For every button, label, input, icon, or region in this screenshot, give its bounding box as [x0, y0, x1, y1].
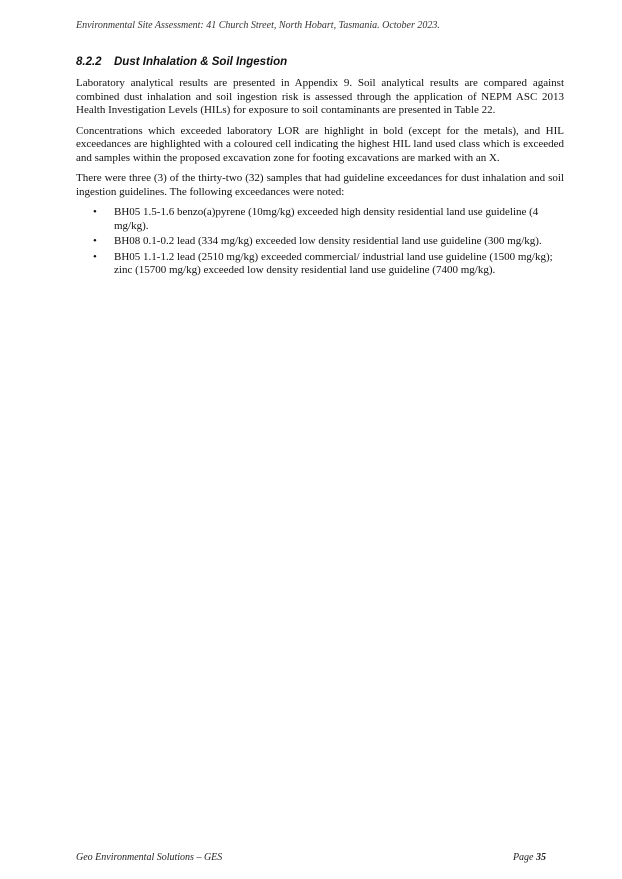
paragraph-lab-results: Laboratory analytical results are presented in Appendix 9. Soil analytical results are compared against combined dust inhalation and soil ingestion risk is assessed through the application of NEPM ASC 2013 Health Investigation Levels (HILs) for exposure to soil contaminants are presented in Table 22. — [76, 77, 564, 116]
footer-page — [513, 852, 546, 863]
bullet-icon: • — [93, 235, 97, 247]
list-item — [76, 206, 564, 233]
paragraph-exceedances-intro: There were three (3) of the thirty-two (32) samples that had guideline exceedances for dust inhalation and soil ingestion guidelines. The following exceedances were noted: — [76, 172, 564, 198]
section-heading — [76, 56, 564, 68]
section-title: Dust Inhalation & Soil Ingestion — [114, 56, 288, 68]
document-body — [76, 56, 564, 280]
bullet-icon: • — [93, 250, 97, 263]
list-item-text: BH08 0.1-0.2 lead (334 mg/kg) exceeded low density residential land use guideline (300 mg/kg). — [114, 235, 542, 247]
running-header: Environmental Site Assessment: 41 Church Street, North Hobart, Tasmania. October 2023. — [76, 20, 440, 31]
page-label: Page — [512, 852, 534, 863]
list-item-text: BH05 1.1-1.2 lead (2510 mg/kg) exceeded commercial/ industrial land use guideline (1500 mg/kg); zinc (15700 mg/kg) exceeded low density residential land use guideline (7400 mg/kg). — [114, 250, 553, 276]
exceedance-list — [76, 206, 564, 278]
section-number: 8.2.2 — [76, 56, 102, 68]
bullet-icon: • — [93, 206, 97, 218]
paragraph-concentrations: Concentrations which exceeded laboratory LOR are highlight in bold (except for the metals), and HIL exceedances are highlighted with a coloured cell indicating the highest HIL land used class which is exceeded and samples within the proposed excavation zone for footing excavations are marked with an X. — [76, 124, 564, 164]
footer-company: Geo Environmental Solutions – GES — [76, 852, 223, 863]
list-item — [76, 251, 564, 278]
page-number: 35 — [536, 852, 546, 863]
list-item-text: BH05 1.5-1.6 benzo(a)pyrene (10mg/kg) exceeded high density residential land use guideline (4 mg/kg). — [114, 206, 539, 232]
list-item — [76, 235, 564, 249]
